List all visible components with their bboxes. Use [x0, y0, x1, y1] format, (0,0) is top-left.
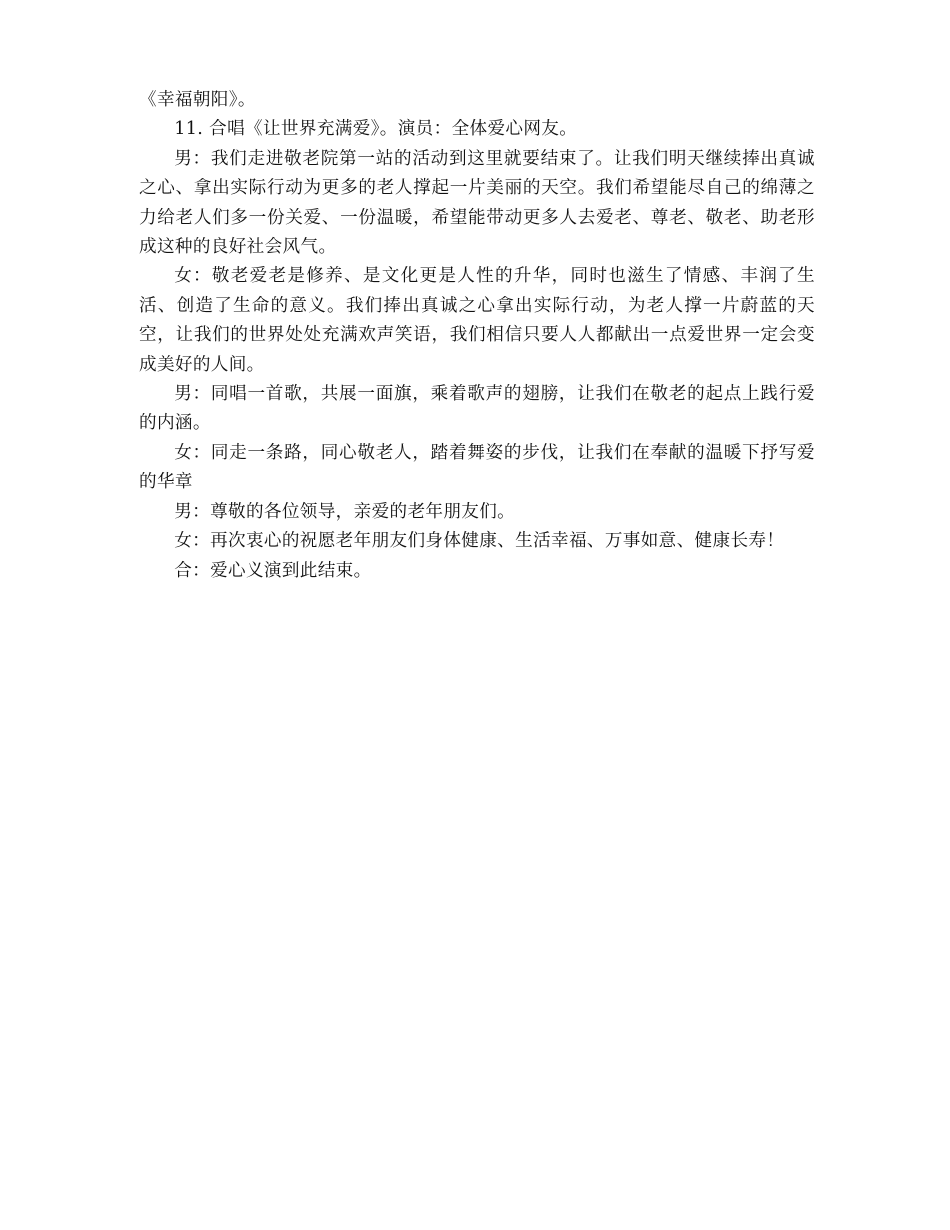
paragraph-male-closing-2: 男：同唱一首歌，共展一面旗，乘着歌声的翅膀，让我们在敬老的起点上践行爱的内涵。: [139, 384, 815, 434]
paragraph-female-closing-3: 女：再次衷心的祝愿老年朋友们身体健康、生活幸福、万事如意、健康长寿！: [174, 531, 785, 552]
paragraph-female-closing-1: 女：敬老爱老是修养、是文化更是人性的升华，同时也滋生了情感、丰润了生活、创造了生命的意义。我们捧出真诚之心拿出实际行动，为老人撑一片蔚蓝的天空，让我们的世界处处充满欢声笑语，我们相信只要人人都献出一点爱世界一定会变成美好的人间。: [139, 266, 815, 375]
paragraph-female-closing-2: 女：同走一条路，同心敬老人，踏着舞姿的步伐，让我们在奉献的温暖下抒写爱的华章: [139, 442, 815, 493]
document-body: [139, 86, 815, 586]
paragraph-together-ending: 合：爱心义演到此结束。: [174, 560, 372, 581]
paragraph-male-closing-3: 男：尊敬的各位领导，亲爱的老年朋友们。: [174, 501, 516, 522]
paragraph-male-closing-1: 男：我们走进敬老院第一站的活动到这里就要结束了。让我们明天继续捧出真诚之心、拿出实际行动为更多的老人撑起一片美丽的天空。我们希望能尽自己的绵薄之力给老人们多一份关爱、一份温暖，希望能带动更多人去爱老、尊老、敬老、助老形成这种的良好社会风气。: [139, 148, 815, 258]
paragraph-program-title: 《幸福朝阳》。: [139, 90, 256, 110]
paragraph-program-item-11: 11. 合唱《让世界充满爱》。演员：全体爱心网友。: [174, 119, 578, 140]
